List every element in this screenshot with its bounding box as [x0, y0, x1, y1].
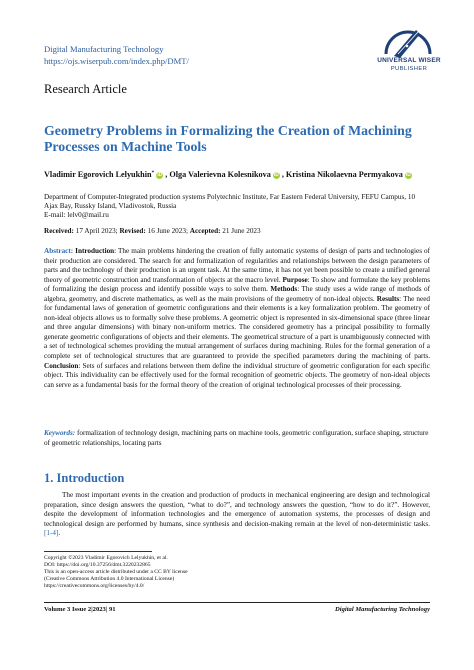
citation-link[interactable]: [1-4]: [44, 529, 59, 538]
revised-label: Revised:: [119, 227, 146, 235]
license-line: (Creative Commons Attribution 4.0 International License): [44, 576, 175, 583]
copyright-line: Copyright ©2023 Vladimir Egorovich Lelyukhin, et al.: [44, 555, 168, 561]
article-type: Research Article: [44, 82, 127, 96]
keywords: [44, 429, 430, 448]
doi-link[interactable]: DOI: https://doi.org/10.37256/dmt.3220232865: [44, 562, 151, 569]
affiliation-line: Department of Computer-Integrated production systems Polytechnic Institute, Far Eastern Federal University, FEFU Campus, 10: [44, 193, 416, 201]
copyright-footnote: [44, 555, 344, 590]
abstract-methods-label: Methods: [270, 285, 298, 294]
author-list: [44, 170, 444, 179]
keywords-label: Keywords:: [44, 429, 76, 437]
orcid-icon[interactable]: iD: [273, 172, 279, 178]
section-title-introduction: 1. Introduction: [44, 471, 125, 485]
license-line: This is an open-access article distributed under a CC BY license: [44, 569, 188, 576]
publication-dates: [44, 227, 261, 235]
abstract-conclusion-label: Conclusion: [44, 361, 79, 370]
abstract-results-text: : The need for fundamental laws of generation of geometric configurations and their elements is a key formalization problem. The geometry of non-ideal objects allows us to formally solve these problems. A geometric object is represented in six-dimensional space (three linear and three angular dimensions) with binary non-uniform metrics. The considered geometry has a principal possibility to formally generate geometric configurations of objects and their elements. The geometrical structure of a part is unambiguously connected with a set of technological schemes providing the mutual arrangement of surfaces during machining. Rules for the formal generation of a complete set of technological structures that are guaranteed to provide the specified parameters during the machining of parts.: [44, 294, 431, 361]
keywords-text: formalization of technology design, machining parts on machine tools, geometric configuration, surface shaping, structure of geometric relationships, locating parts: [44, 429, 429, 447]
received-date: 17 April 2023;: [75, 227, 118, 235]
publisher-subtitle: PUBLISHER: [390, 66, 428, 72]
orcid-icon[interactable]: iD: [405, 172, 411, 178]
journal-name: Digital Manufacturing Technology: [44, 44, 164, 54]
contact-email: E-mail: lelv0@mail.ru: [44, 211, 109, 220]
received-label: Received:: [44, 227, 74, 235]
abstract-purpose-text: : To show and formulate the key problems of formalizing the design process and identify possible ways to solve them.: [44, 275, 430, 294]
revised-date: 16 June 2023;: [147, 227, 188, 235]
footer-divider: [44, 602, 430, 603]
license-link[interactable]: https://creativecommons.org/licenses/by/4.0/: [44, 583, 145, 590]
author-separator: ,: [281, 170, 286, 179]
abstract-intro-text: : The main problems hindering the creation of fully automatic systems of design of parts and technologies of their production are considered. The search for and formalization of regularities and relationships between the design parameters of parts and the technology of their production is an urgent task. At the same time, it has not yet been possible to create a unified general theory of geometric construction and transformation of objects at the macro level.: [44, 247, 431, 284]
footer-volume-page: Volume 3 Issue 2|2023| 91: [44, 606, 116, 613]
abstract-intro-label: Introduction: [75, 247, 115, 255]
introduction-text-end: .: [58, 529, 61, 538]
abstract-methods-text: : The study uses a wide range of methods of algebra, geometry, and discrete mathematics, as well as the main provisions of the geometry of non-ideal objects.: [44, 285, 430, 303]
author-name: Vladimir Egorovich Lelyukhin: [44, 170, 152, 179]
orcid-icon[interactable]: iD: [157, 172, 163, 178]
author-name: Olga Valerievna Kolesnikova: [169, 170, 271, 179]
abstract-conclusion-text: : Sets of surfaces and relations between them define the individual structure of geometric configuration for each specific object. This individuality can be effectively used for the formal recognition of geometric objects. The geometry of non-ideal objects can serve as a fundamental basis for the formal theory of the creation of original technological processes of their processing.: [44, 361, 430, 389]
author-separator: ,: [165, 170, 170, 179]
accepted-date: 21 June 2023: [222, 227, 261, 235]
publisher-name: UNIVERSAL WISER: [377, 57, 441, 64]
abstract-label: Abstract:: [44, 247, 74, 255]
introduction-paragraph: [44, 491, 430, 539]
article-title: Geometry Problems in Formalizing the Creation of Machining Processes on Machine Tools: [44, 123, 412, 154]
abstract-purpose-label: Purpose: [282, 275, 308, 284]
corresponding-mark: *: [151, 170, 155, 176]
author-name: Kristina Nikolaevna Permyakova: [285, 170, 403, 179]
abstract-results-label: Results: [376, 294, 400, 303]
affiliation: [44, 193, 439, 221]
footnote-divider: [44, 551, 152, 552]
journal-url-link[interactable]: https://ojs.wiserpub.com/index.php/DMT/: [44, 56, 189, 66]
footer-journal-name: Digital Manufacturing Technology: [334, 606, 430, 613]
accepted-label: Accepted:: [189, 227, 221, 235]
abstract: [44, 247, 430, 390]
introduction-text: The most important events in the creation and production of products in mechanical engineering are design and technological preparation, since design answers the question, “what to do?”, and technology answers the question, “how to do it?”. However, despite the development of information technologies and the emergence of automation systems, the processes of design and technological design are performed by humans, since synthesis and decision-making remain at the level of non-deterministic tasks.: [44, 491, 430, 528]
affiliation-line: Ajax Bay, Russky Island, Vladivostok, Russia: [44, 202, 177, 211]
